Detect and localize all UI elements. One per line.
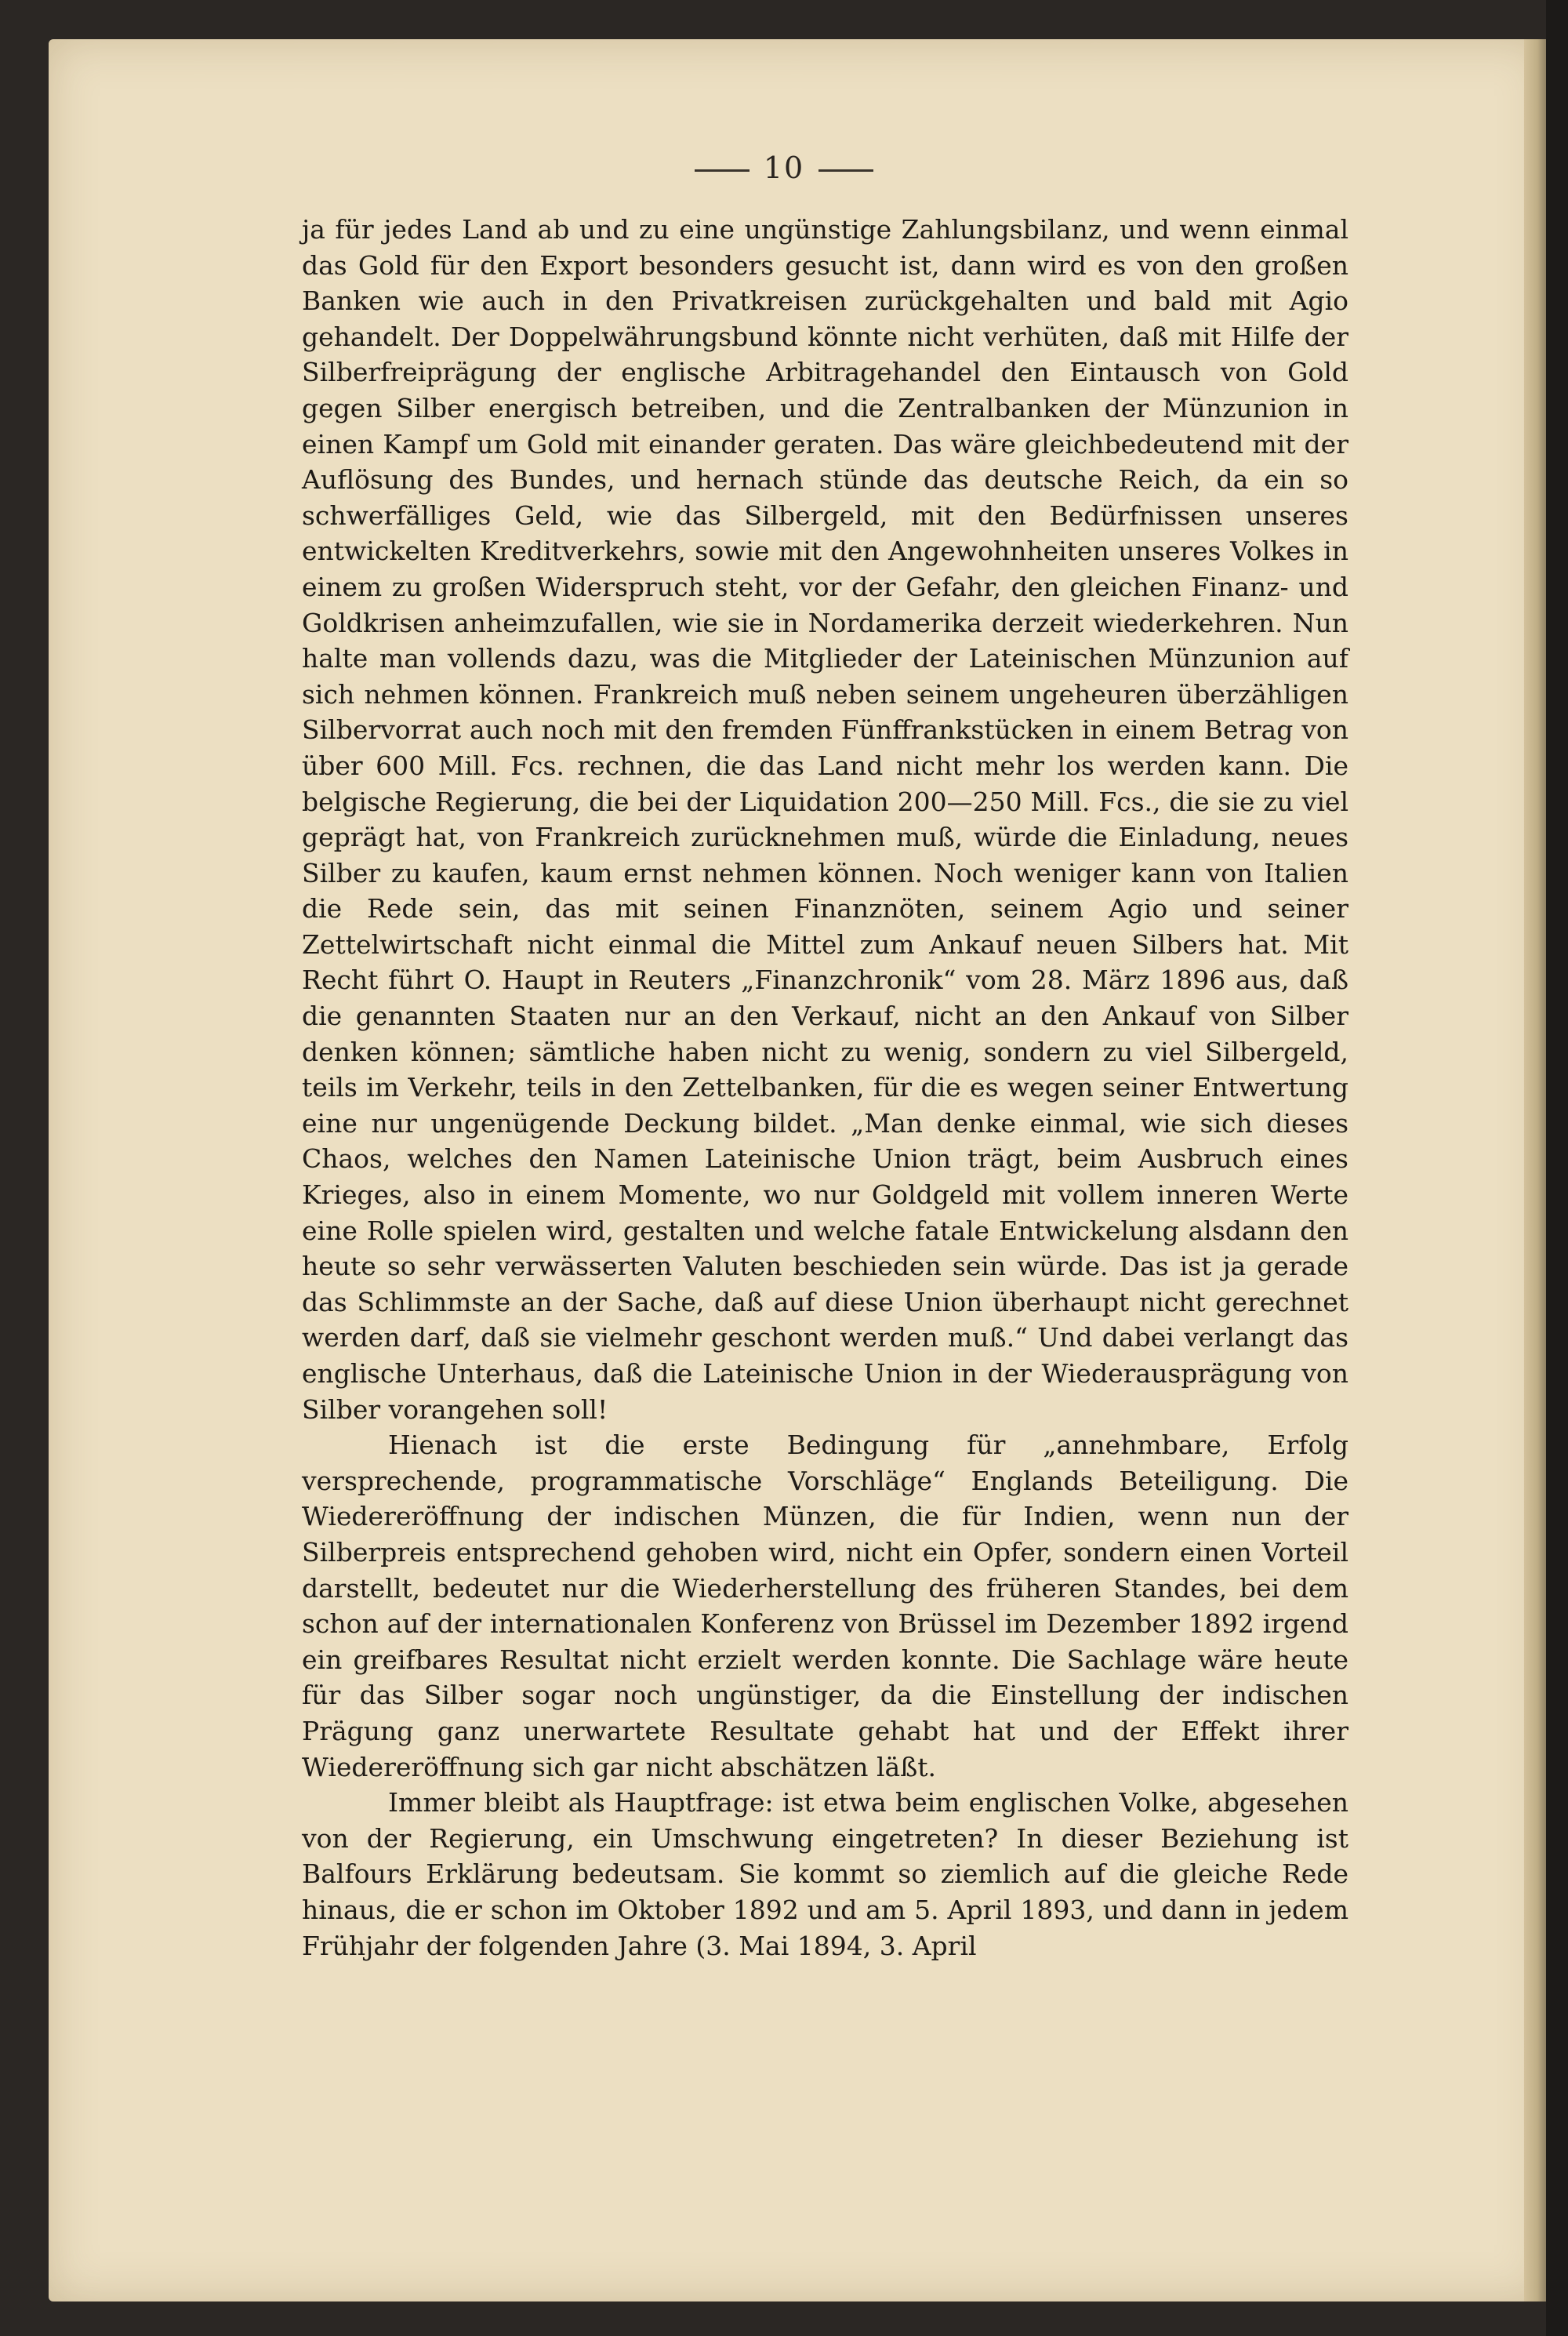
body-text [302, 212, 1348, 1964]
page-number [0, 151, 1568, 185]
page-number-dash-right [818, 169, 873, 172]
page-number-dash-left [695, 169, 750, 172]
paragraph-3: Immer bleibt als Hauptfrage: ist etwa beim englischen Volke, abgesehen von der Regierung, ein Umschwung eingetreten? In dieser Beziehung ist Balfours Erklärung bedeutsam. Sie kommt so ziemlich auf die gleiche Rede hinaus, die er schon im Oktober 1892 und am 5. April 1893, und dann in jedem Frühjahr der folgenden Jahre (3. Mai 1894, 3. April [302, 1787, 1348, 1961]
page-number-value: 10 [763, 151, 805, 185]
paragraph-1: ja für jedes Land ab und zu eine ungünstige Zahlungsbilanz, und wenn einmal das Gold für den Export besonders gesucht ist, dann wird es von den großen Banken wie auch in den Privatkreisen zurückgehalten und bald mit Agio gehandelt. Der Doppelwährungsbund könnte nicht verhüten, daß mit Hilfe der Silberfreiprägung der englische Arbitragehandel den Eintausch von Gold gegen Silber energisch betreiben, und die Zentralbanken der Münzunion in einen Kampf um Gold mit einander geraten. Das wäre gleichbedeutend mit der Auflösung des Bundes, und hernach stünde das deutsche Reich, da ein so schwerfälliges Geld, wie das Silbergeld, mit den Bedürfnissen unseres entwickelten Kreditverkehrs, sowie mit den Angewohnheiten unseres Volkes in einem zu großen Widerspruch steht, vor der Gefahr, den gleichen Finanz- und Goldkrisen anheimzufallen, wie sie in Nordamerika derzeit wiederkehren. Nun halte man vollends dazu, was die Mitglieder der Lateinischen Münzunion auf sich nehmen können. Frankreich muß neben seinem ungeheuren überzähligen Silbervorrat auch noch mit den fremden Fünffrankstücken in einem Betrag von über 600 Mill. Fcs. rechnen, die das Land nicht mehr los werden kann. Die belgische Regierung, die bei der Liquidation 200—250 Mill. Fcs., die sie zu viel geprägt hat, von Frankreich zurücknehmen muß, würde die Einladung, neues Silber zu kaufen, kaum ernst nehmen können. Noch weniger kann von Italien die Rede sein, das mit seinen Finanznöten, seinem Agio und seiner Zettelwirtschaft nicht einmal die Mittel zum Ankauf neuen Silbers hat. Mit Recht führt O. Haupt in Reuters „Finanzchronik“ vom 28. März 1896 aus, daß die genannten Staaten nur an den Verkauf, nicht an den Ankauf von Silber denken können; sämtliche haben nicht zu wenig, sondern zu viel Silbergeld, teils im Verkehr, teils in den Zettelbanken, für die es wegen seiner Entwertung eine nur ungenügende Deckung bildet. „Man denke einmal, wie sich dieses Chaos, welches den Namen Lateinische Union trägt, beim Ausbruch eines Krieges, also in einem Momente, wo nur Goldgeld mit vollem inneren Werte eine Rolle spielen wird, gestalten und welche fatale Entwickelung alsdann den heute so sehr verwässerten Valuten beschieden sein würde. Das ist ja gerade das Schlimmste an der Sache, daß auf diese Union überhaupt nicht gerechnet werden darf, daß sie vielmehr geschont werden muß.“ Und dabei verlangt das englische Unterhaus, daß die Lateinische Union in der Wiederausprägung von Silber vorangehen soll! [302, 214, 1348, 1425]
page-edge [1524, 39, 1546, 2301]
paragraph-2: Hienach ist die erste Bedingung für „annehmbare, Erfolg versprechende, programmatische Vorschläge“ Englands Beteiligung. Die Wiedereröffnung der indischen Münzen, die für Indien, wenn nun der Silberpreis entsprechend gehoben wird, nicht ein Opfer, sondern einen Vorteil darstellt, bedeutet nur die Wiederherstellung des früheren Standes, bei dem schon auf der internationalen Konferenz von Brüssel im Dezember 1892 irgend ein greifbares Resultat nicht erzielt werden konnte. Die Sachlage wäre heute für das Silber sogar noch ungünstiger, da die Einstellung der indischen Prägung ganz unerwartete Resultate gehabt hat und der Effekt ihrer Wiedereröffnung sich gar nicht abschätzen läßt. [302, 1430, 1348, 1782]
scan-border [1546, 0, 1568, 2336]
